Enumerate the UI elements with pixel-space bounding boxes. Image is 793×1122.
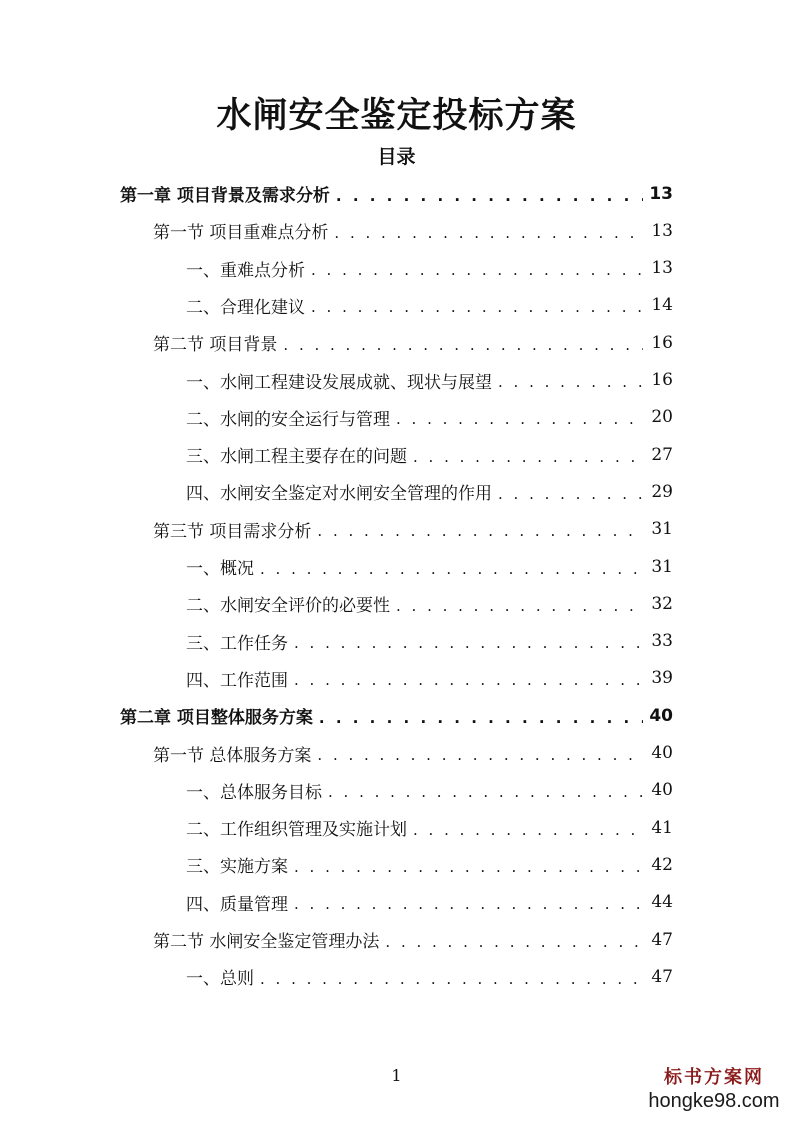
toc-entry-label: 三、实施方案 (186, 857, 288, 878)
toc-entry-label: 一、概况 (186, 559, 254, 579)
toc-entry-page: 14 (651, 295, 673, 316)
toc-dot-leader (498, 485, 643, 503)
toc-entry-label: 四、工作范围 (186, 670, 288, 691)
toc-dot-leader (336, 187, 643, 205)
toc-entry-label: 二、水闸安全评价的必要性 (186, 596, 390, 617)
toc-entry-label: 四、水闸安全鉴定对水闸安全管理的作用 (186, 484, 492, 505)
toc-entry-page: 47 (651, 966, 673, 987)
toc-dot-leader (396, 597, 643, 615)
toc-entry-label: 三、工作任务 (186, 633, 288, 654)
toc-dot-leader (413, 448, 643, 466)
toc-entry-label: 第二节 水闸安全鉴定管理办法 (153, 932, 380, 952)
toc-entry-page: 42 (651, 854, 673, 875)
toc-subsection-entry[interactable] (186, 772, 673, 809)
toc-subsection-entry[interactable] (186, 399, 673, 436)
toc-chapter-entry[interactable] (120, 697, 673, 734)
toc-subsection-entry[interactable] (186, 884, 673, 921)
toc-subsection-entry[interactable] (186, 585, 673, 622)
toc-entry-page: 33 (651, 631, 673, 652)
toc-subsection-entry[interactable] (186, 548, 673, 585)
toc-dot-leader (413, 821, 643, 839)
watermark-site-name: 标书方案网 (664, 1067, 764, 1088)
toc-subsection-entry[interactable] (186, 436, 673, 473)
toc-entry-label: 第一节 项目重难点分析 (153, 223, 329, 244)
toc-entry-label: 一、水闸工程建设发展成就、现状与展望 (186, 372, 492, 393)
toc-dot-leader (317, 522, 643, 540)
toc-dot-leader (294, 895, 643, 913)
toc-dot-leader (294, 634, 643, 652)
toc-entry-label: 二、水闸的安全运行与管理 (186, 409, 390, 430)
toc-entry-label: 第三节 项目需求分析 (153, 521, 312, 542)
toc-entry-page: 16 (651, 370, 673, 390)
toc-entry-page: 40 (651, 743, 673, 763)
toc-section-entry[interactable] (153, 735, 673, 772)
toc-dot-leader (294, 671, 643, 689)
toc-dot-leader (317, 746, 643, 764)
toc-entry-page: 20 (651, 407, 673, 428)
toc-dot-leader (334, 224, 643, 242)
toc-entry-label: 二、合理化建议 (186, 297, 305, 318)
site-watermark (648, 1067, 780, 1113)
toc-entry-page: 31 (651, 556, 673, 577)
toc-dot-leader (294, 858, 643, 876)
toc-entry-label: 一、总体服务目标 (186, 782, 322, 803)
toc-dot-leader (283, 336, 643, 354)
toc-entry-label: 二、工作组织管理及实施计划 (186, 820, 407, 841)
toc-subsection-entry[interactable] (186, 809, 673, 846)
toc-entry-page: 13 (651, 220, 673, 241)
toc-entry-page: 16 (651, 332, 673, 353)
toc-entry-label: 一、总则 (186, 969, 254, 990)
toc-entry-page: 39 (651, 668, 673, 689)
toc-entry-page: 27 (651, 444, 673, 465)
toc-entry-label: 第一节 总体服务方案 (153, 745, 312, 766)
toc-entry-label: 第二章 项目整体服务方案 (120, 708, 313, 729)
toc-dot-leader (396, 410, 643, 428)
toc-section-entry[interactable] (153, 511, 673, 548)
toc-entry-page: 29 (651, 481, 673, 502)
toc-dot-leader (319, 709, 643, 727)
toc-dot-leader (498, 373, 643, 391)
toc-subsection-entry[interactable] (186, 287, 673, 324)
toc-dot-leader (311, 261, 643, 279)
toc-entry-page: 47 (651, 929, 673, 950)
toc-entry-label: 第二节 项目背景 (153, 335, 278, 356)
toc-entry-label: 第一章 项目背景及需求分析 (120, 186, 330, 206)
toc-dot-leader (260, 970, 643, 988)
toc-entry-page: 41 (651, 817, 673, 838)
toc-dot-leader (260, 560, 643, 578)
toc-section-entry[interactable] (153, 212, 673, 249)
toc-entry-page: 31 (651, 519, 673, 540)
toc-dot-leader (385, 933, 643, 951)
toc-entry-label: 一、重难点分析 (186, 260, 305, 281)
toc-entry-page: 44 (651, 892, 673, 913)
toc-subsection-entry[interactable] (186, 473, 673, 510)
toc-section-entry[interactable] (153, 921, 673, 958)
toc-entry-label: 四、质量管理 (186, 894, 288, 915)
toc-entry-page: 40 (651, 780, 673, 801)
toc-heading: 目录 (377, 146, 416, 168)
toc-subsection-entry[interactable] (186, 660, 673, 697)
toc-subsection-entry[interactable] (186, 846, 673, 883)
toc-entry-page: 32 (651, 593, 673, 614)
toc-subsection-entry[interactable] (186, 623, 673, 660)
toc-section-entry[interactable] (153, 324, 673, 361)
toc-entry-page: 13 (649, 183, 673, 204)
toc-subsection-entry[interactable] (186, 958, 673, 995)
document-title: 水闸安全鉴定投标方案 (216, 96, 577, 136)
toc-dot-leader (328, 783, 643, 801)
toc-entry-page: 40 (649, 705, 673, 726)
toc-subsection-entry[interactable] (186, 250, 673, 287)
toc-entry-page: 13 (651, 258, 673, 279)
page-number: 1 (391, 1066, 402, 1085)
toc-subsection-entry[interactable] (186, 362, 673, 399)
toc-dot-leader (311, 298, 643, 316)
watermark-url: hongke98.com (648, 1090, 780, 1112)
toc-chapter-entry[interactable] (120, 175, 673, 212)
toc-entry-label: 三、水闸工程主要存在的问题 (186, 447, 407, 468)
